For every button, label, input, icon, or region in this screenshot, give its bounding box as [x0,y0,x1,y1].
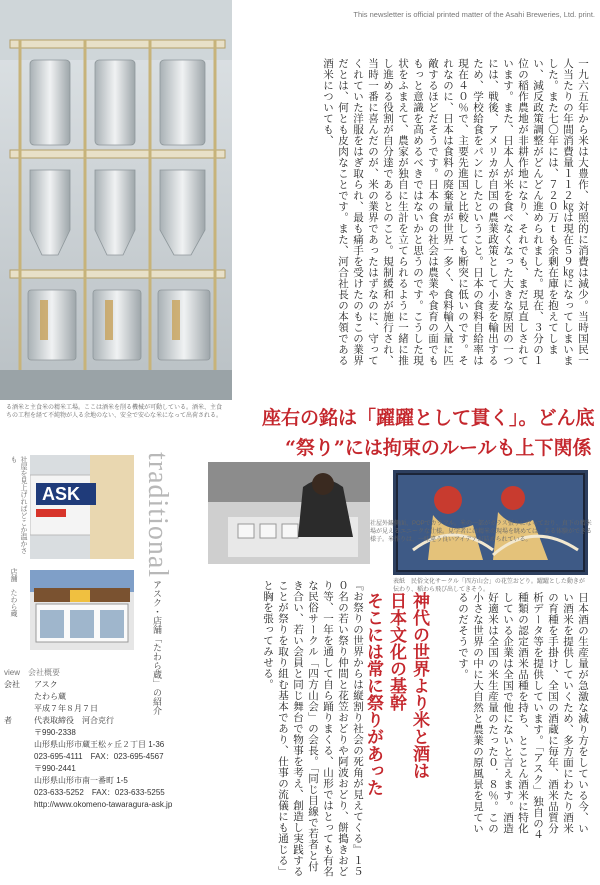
ask-logo-text: ASK [42,484,81,504]
company-row: たわら蔵 [34,692,66,701]
company-row: 023-633-5252 FAX：023-633-5255 [34,788,165,797]
company-row: 023-695-4111 FAX：023-695-4567 [34,752,164,761]
company-outline [4,667,209,811]
company-row: 者 代表取締役 河合克行 [4,716,114,725]
company-row: 山形県山形市蔵王松ヶ丘２丁目 1-36 [34,740,165,749]
company-website-link[interactable]: http://www.okomeno-tawaragura-ask.jp [34,800,173,809]
tasting-photo [208,462,370,564]
headline-line-2: “祭り”には拘束のルールも上下関係 [285,437,592,459]
shop-side-note: 社屋を見上げればどこか温かさも [10,456,27,554]
company-row: 山形県山形市南一番町 1-5 [34,776,128,785]
traditional-heading: traditional [142,452,173,579]
sake-rice-article-text: 日本酒の生産量が急激な減り方をしている今、いい酒米を提供していくため、多方面にわたり酒米の育種を手掛け、全国の酒蔵に毎年、酒米品質分析データ等を提供しています。「アスク」独自の４種類の認定酒米品種を持ち、とことん酒米に特化している企業は全国で他にないと言えます。酒造好適米は全国の米生産量のたった０．８％。この小さな世界の中に大自然と農業の原風景を見ているのだそうです。 [457,592,589,840]
festival-photo-caption: 表紙 民俗文化サークル「四方山会」の花笠おどり。躍躍とした動きが伝わり、稲わら飛び出してきそう。 [393,579,585,593]
top-article-text: 一九六五年から米は大豊作、対照的に消費は減少。当時国民一人当たりの年間消費量１１２㎏は現在５９㎏になってしまいました。また七〇年には、７２０万ｔも余剰在庫を抱えてしまい、減反政策調整がどんどん進められました。現在、３分の１位の稲作農地が非耕作地になり、それでも、まだ見直しされています。また、日本人が米を食べなくなった大きな原因の一つには、戦後、アメリカが自国の農業政策として小麦を輸出するため、学校給食をパンにしたということ。日本の食料自給率は現在４０％で、主要先進国と比較しても断突に低いのです。それなのに、日本は食料の廃棄量が世界一多く、食料輸入量に匹敵するほどだそうです。日本の食の社会は農業や食育の面でももっと意識を高めるべきではないかと思うのです。こうした現状をふまえて、農家が独自に生計を立てられるように一緒に推し進める役割が自分達であるとのこと。規制緩和が施行され、当時一番に喜んだのが、米の業界であったはずなのに、守ってくれていた洋服をはぎ取られ、最も痛手を受けたのもこの業界だとは、何とも皮肉なことです。また、河合社長の本領である酒米についても、 [322,58,589,366]
column-title: アスク・店舗「たわら蔵」の紹介 [151,580,161,715]
company-row: 会社 アスク [4,680,58,689]
rice-mill-photo [0,0,232,400]
company-outline-label: view 会社概要 [4,668,61,677]
headline-line-1: 座右の銘は「躍躍として貫く」。どん底 [262,407,595,429]
mill-photo-caption: る酒米と主食米の精米工場。ここは酒米を削る機械が可動している。酒米、主食 ちの工程を経て不純物が人る余地のない、安全で安心な米になって出荷される。 [6,405,229,419]
headline-vertical-3: そこには常に祭りがあった [363,592,383,796]
headline-vertical-1: 神代の世界より米と酒は [409,592,429,779]
ask-sign-photo [30,455,134,559]
headline-vertical-2: 日本文化の基幹 [386,592,406,711]
header-note: This newsletter is official printed matter of the Asahi Breweries, Ltd. print. [353,10,595,19]
company-row: 平成７年８月７日 [34,704,98,713]
shop-front-photo [30,570,134,650]
tasting-photo-caption: 社屋外観側面、POPでカラフル。米の一部がガラス張りになっており、真下の精米場が見えるユニークな仕様。見学者には精米の現場を眺めては、ある体験ができる様子。米作りは、一味違う良いアイデアが詰められている。 [370,521,593,543]
company-row: 〒990-2338 [34,728,76,737]
shop-label: 店舗 たわら蔵 [10,568,17,617]
company-row: 〒990-2441 [34,764,76,773]
festival-article-text: 『お祭りの世界からは縦割り社会の死角が見えてくる』１５０名の若い祭り仲間と花笠おどりや阿波おどり、餅搗きおどり等、一年を通して自ら踊りまくる、山形ではとっても有名な民俗サークル「四方山会」の会長。「同じ目線で若者と付き合い、若い会員と同じ舞台で物事を考え、創造し実践することが祭りを取り組む基本であり、仕事の流儀にも通じる」と胸を張ってみせる。 [262,580,364,877]
